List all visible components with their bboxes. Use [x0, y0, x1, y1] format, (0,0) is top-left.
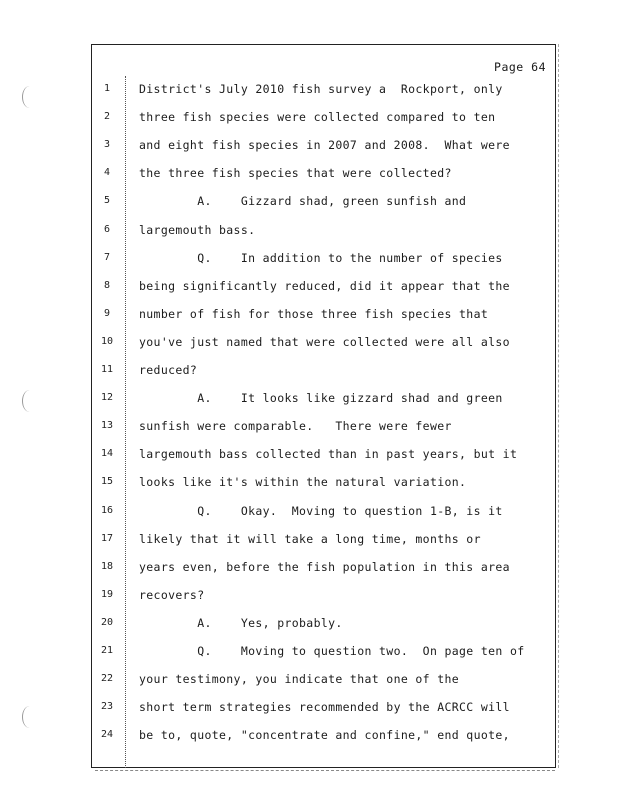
- transcript-line: District's July 2010 fish survey a Rockport, only: [139, 82, 503, 96]
- binder-hole-mark: [22, 86, 37, 108]
- transcript-line: short term strategies recommended by the ACRCC will: [139, 700, 510, 715]
- transcript-line: A. Yes, probably.: [139, 615, 343, 630]
- transcript-page-frame: [91, 44, 556, 768]
- transcript-line: be to, quote, "concentrate and confine," end quote,: [139, 728, 510, 743]
- transcript-line: recovers?: [139, 587, 205, 602]
- transcript-line: Q. In addition to the number of species: [139, 250, 503, 265]
- line-number: 14: [100, 448, 114, 460]
- transcript-line: years even, before the fish population in this area: [139, 559, 510, 574]
- page-bottom-edge: [95, 770, 555, 773]
- page-number: Page 64: [494, 60, 546, 74]
- transcript-line: you've just named that were collected were all also: [139, 334, 510, 349]
- line-number: 9: [103, 307, 111, 319]
- transcript-line: number of fish for those three fish species that: [139, 306, 489, 321]
- line-number: 6: [103, 223, 111, 235]
- page-right-edge: [558, 44, 562, 768]
- line-number: 5: [103, 195, 111, 207]
- line-number: 17: [100, 532, 114, 544]
- line-number-margin-rule: [125, 76, 127, 768]
- line-number: 12: [100, 392, 114, 404]
- line-number: 10: [100, 335, 114, 347]
- line-number: 3: [103, 139, 111, 151]
- line-number: 2: [103, 111, 111, 123]
- line-number: 23: [100, 701, 114, 713]
- line-number: 21: [100, 645, 114, 656]
- transcript-line: A. It looks like gizzard shad and green: [139, 391, 503, 406]
- line-number: 20: [100, 616, 114, 628]
- transcript-line: reduced?: [139, 363, 198, 377]
- binder-hole-mark: [22, 390, 37, 412]
- transcript-line: sunfish were comparable. There were fewer: [139, 419, 452, 434]
- line-number: 19: [100, 588, 114, 600]
- transcript-line: your testimony, you indicate that one of the: [139, 672, 460, 687]
- transcript-line: likely that it will take a long time, months or: [139, 531, 481, 546]
- line-number: 13: [100, 420, 114, 432]
- transcript-line: being significantly reduced, did it appear that the: [139, 278, 510, 293]
- line-number: 22: [100, 673, 114, 685]
- line-number: 4: [103, 167, 111, 179]
- line-number: 1: [103, 83, 111, 94]
- line-number: 8: [103, 279, 111, 291]
- transcript-line: Q. Moving to question two. On page ten of: [139, 644, 525, 658]
- transcript-line: three fish species were collected compared to ten: [139, 110, 496, 125]
- transcript-line: largemouth bass collected than in past years, but it: [139, 447, 518, 462]
- transcript-line: A. Gizzard shad, green sunfish and: [139, 194, 467, 209]
- line-number: 7: [103, 251, 111, 263]
- line-number: 16: [100, 504, 114, 516]
- line-number: 24: [100, 729, 114, 741]
- transcript-line: Q. Okay. Moving to question 1-B, is it: [139, 503, 503, 518]
- transcript-line: and eight fish species in 2007 and 2008. What were: [139, 138, 510, 153]
- transcript-line: the three fish species that were collected?: [139, 166, 452, 181]
- binder-hole-mark: [22, 706, 37, 728]
- transcript-line: looks like it's within the natural variation.: [139, 475, 467, 490]
- line-number: 15: [100, 476, 114, 488]
- line-number: 18: [100, 560, 114, 572]
- line-number: 11: [100, 364, 114, 375]
- transcript-line: largemouth bass.: [139, 222, 256, 237]
